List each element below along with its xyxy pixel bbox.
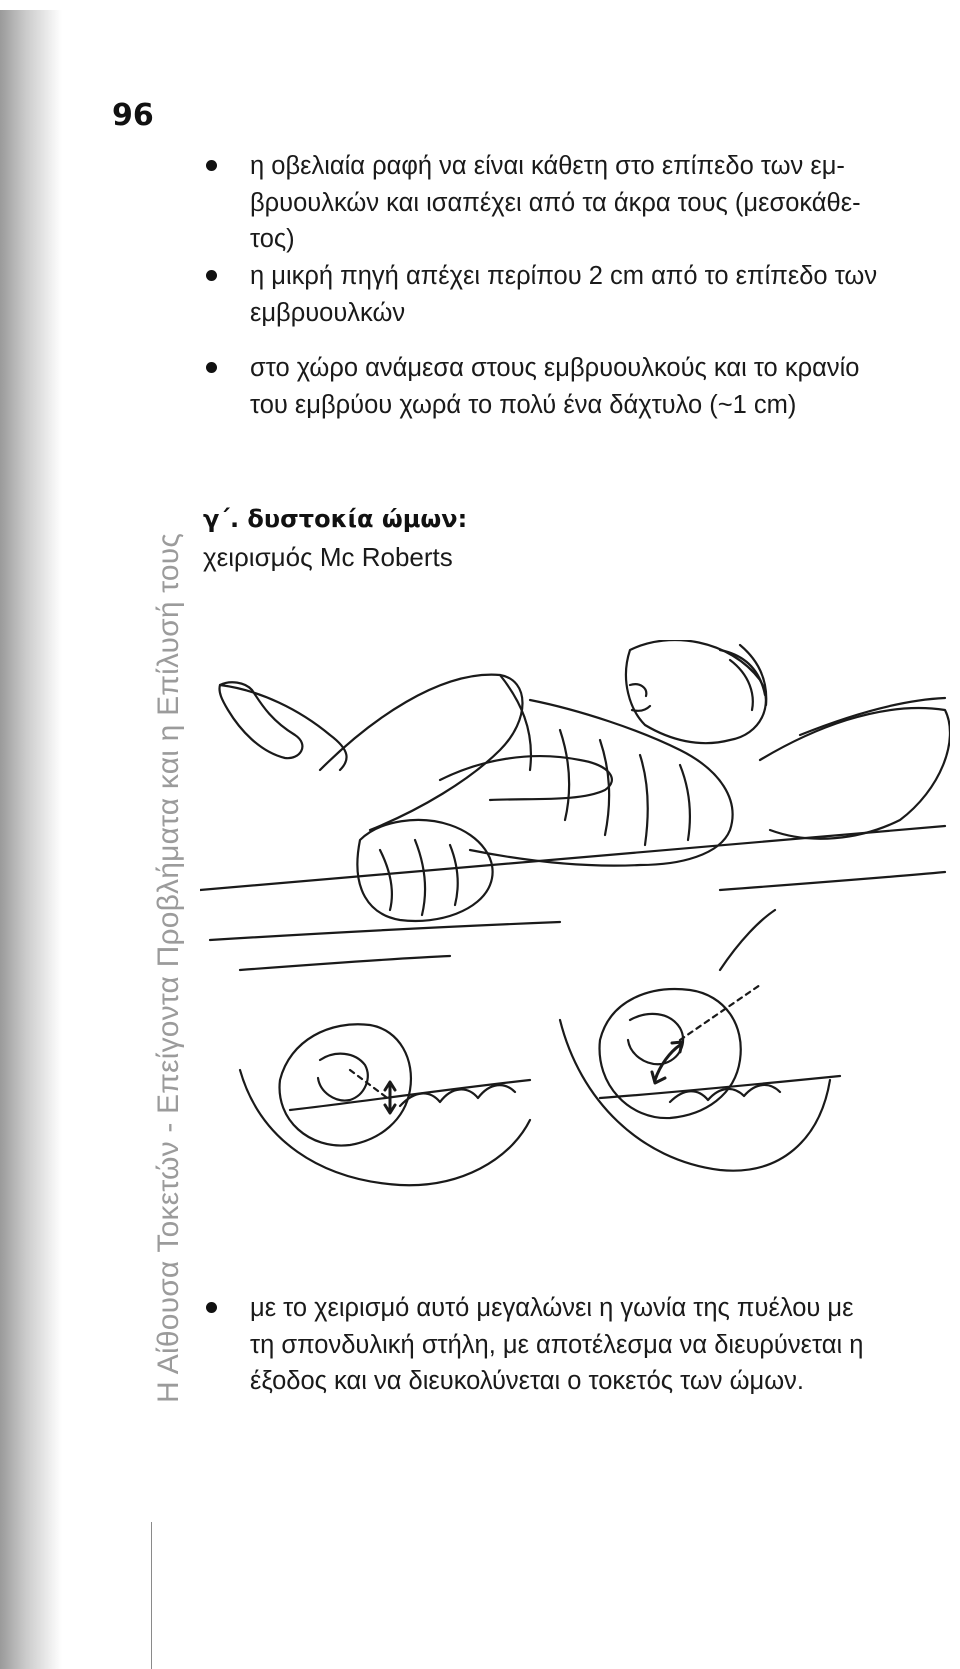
right-axis-dashed	[680, 985, 760, 1040]
bullet-line: με το χειρισμό αυτό μεγαλώνει η γωνία της πυέλου με	[250, 1294, 854, 1322]
bullet-line: του εμβρύου χωρά το πολύ ένα δάχτυλο (~1 cm)	[250, 390, 797, 419]
page-gutter-shadow	[0, 0, 62, 1669]
bullet-line: έξοδος και να διευκολύνεται ο τοκετός των ώμων.	[250, 1367, 804, 1396]
right-spine-line	[600, 1076, 840, 1098]
bullet-line: τος)	[250, 225, 295, 254]
bullet-dot-icon	[206, 160, 217, 171]
thigh-outline	[320, 675, 523, 830]
gown-folds	[560, 730, 690, 845]
bullet-dot-icon	[206, 362, 217, 373]
bullet-line: η οβελιαία ραφή να είναι κάθετη στο επίπεδο των εμ-	[250, 152, 845, 180]
hair-strokes	[720, 645, 766, 710]
bullet-item	[250, 350, 950, 423]
table-right-line	[720, 872, 945, 890]
gown-outline	[470, 700, 733, 866]
table-underside-line	[210, 922, 560, 940]
section-heading: γ΄. δυστοκία ώμων:	[203, 505, 468, 533]
side-rule	[151, 1522, 152, 1669]
right-pelvis-inner	[628, 1014, 683, 1064]
bullet-line: η μικρή πηγή απέχει περίπου 2 cm από το επίπεδο των	[250, 262, 878, 290]
mcroberts-maneuver-illustration	[200, 640, 950, 1260]
page-top-strip	[0, 0, 62, 10]
bullet-item	[250, 258, 950, 331]
bullet-item	[250, 148, 950, 258]
page-number: 96	[112, 98, 154, 133]
right-thigh-line	[720, 910, 775, 970]
foot-outline	[219, 682, 302, 758]
table-lower-line	[240, 956, 450, 970]
bullet-line: τη σπονδυλική στήλη, με αποτέλεσμα να διευρύνεται η	[250, 1330, 864, 1359]
left-axis-dashed	[350, 1070, 390, 1100]
bullet-dot-icon	[206, 1302, 217, 1313]
pillow-outline	[760, 708, 950, 839]
bullet-dot-icon	[206, 270, 217, 281]
drape-folds	[380, 840, 458, 915]
running-side-title: Η Αίθουσα Τοκετών - Επείγοντα Προβλήματα και η Επίλυσή τους	[152, 532, 185, 1403]
section-subheading: χειρισμός Mc Roberts	[203, 542, 453, 572]
bullet-line: στο χώρο ανάμεσα στους εμβρυουλκούς και το κρανίο	[250, 354, 860, 382]
bullet-line: εμβρυουλκών	[250, 298, 406, 327]
bullet-line: βρυουλκών και ισαπέχει από τα άκρα τους (μεσοκάθε-	[250, 188, 861, 217]
bullet-item	[250, 1290, 950, 1400]
line-drawing-illustration	[200, 640, 950, 1260]
